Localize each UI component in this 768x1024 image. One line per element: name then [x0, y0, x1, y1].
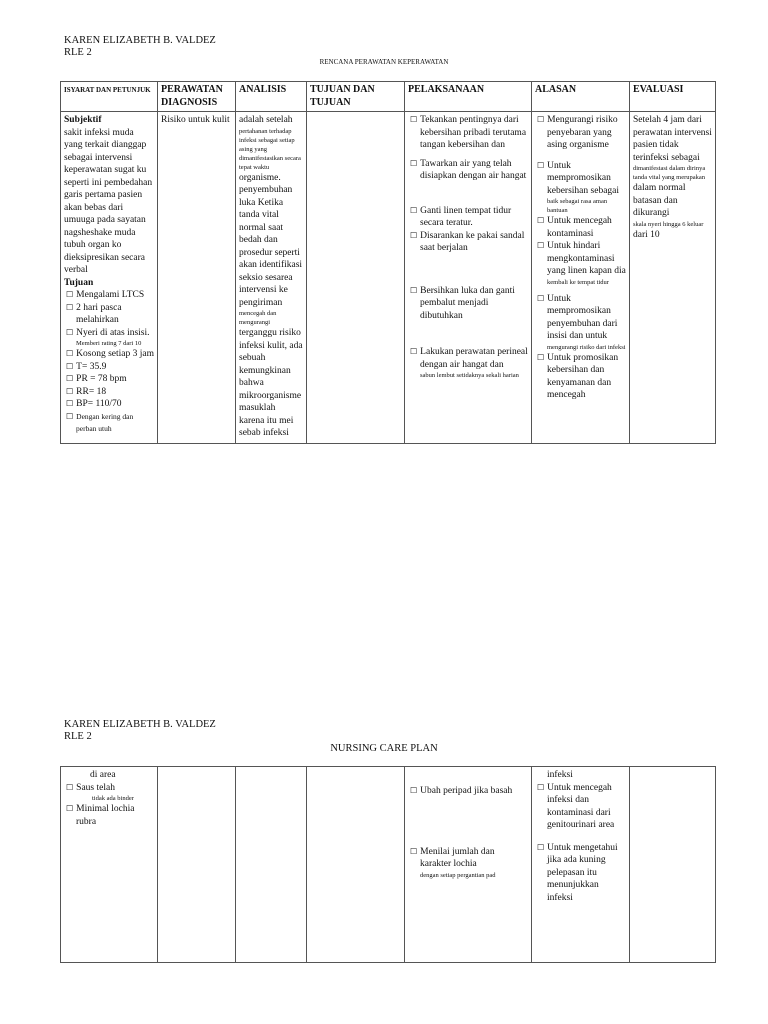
- subjective-text: sakit infeksi muda yang terkait dianggap sebagai intervensi keperawatan sugat ku seperti ini pembedahan garis pertama pasien akan bebas dari umuuga pada sayatan nagsheshake muda tubuh organ ko dieksipresikan secara verbal: [64, 127, 153, 275]
- cue-item: ☐ PR = 78 bpm: [64, 373, 154, 386]
- evaluation-cell: [630, 112, 716, 444]
- rationale-continuation: infeksi: [547, 770, 573, 780]
- rle-label: RLE 2: [64, 47, 92, 58]
- rationale-item: ☐ Untuk mengetahui jika ada kuning pelepasan itu menunjukkan infeksi: [535, 842, 626, 905]
- cues-cell: [61, 767, 158, 963]
- cue-item: ☐ Nyeri di atas insisi.: [64, 327, 154, 340]
- objectives-cell: [307, 112, 405, 444]
- cue-item: ☐ Saus telah: [64, 782, 154, 795]
- objective-label: Tujuan: [64, 277, 94, 288]
- subjective-label: Subjektif: [64, 115, 102, 125]
- analysis-note: pertahanan terhadap infeksi sebagai setiap asing yang dimanifestasikan secara tepat waktu: [239, 127, 301, 171]
- page-title: NURSING CARE PLAN: [330, 743, 438, 754]
- cue-item: ☐ RR= 18: [64, 386, 154, 399]
- rationale-cell: [532, 112, 630, 444]
- analysis-text: organisme. penyembuhan luka Ketika tanda vital normal saat bedah dan prosedur seperti akan identifikasi seksio sesarea intervensi ke pengiriman: [239, 172, 303, 308]
- analysis-line: adalah setelah: [239, 115, 293, 125]
- cue-item: ☐ Dengan kering dan perban utuh: [64, 411, 154, 436]
- rationale-item: ☐ Mengurangi risiko penyebaran yang asing organisme: [535, 114, 626, 152]
- rationale-note: mengurangi risiko dari infeksi: [547, 343, 626, 351]
- rationale-item: ☐ Untuk mencegah infeksi dan kontaminasi dari genitourinari area: [535, 782, 626, 832]
- objectives-cell: [307, 767, 405, 963]
- cue-item: ☐ 2 hari pasca melahirkan: [64, 302, 154, 327]
- implementation-item: ☐ Ganti linen tempat tidur secara teratur.: [408, 205, 528, 230]
- col-header-analysis: ANALISIS: [236, 82, 307, 112]
- evaluation-text: dari 10: [633, 229, 660, 240]
- implementation-item: ☐ Tawarkan air yang telah disiapkan dengan air hangat: [408, 158, 528, 183]
- rationale-cell: [532, 767, 630, 963]
- implementation-cell: [405, 767, 532, 963]
- implementation-note: dengan setiap pergantian pad: [420, 871, 496, 879]
- rationale-item: ☐ Untuk promosikan kebersihan dan kenyamanan dan mencegah: [535, 352, 626, 402]
- analysis-note: mencegah dan mengurangi: [239, 310, 277, 326]
- rationale-note: baik sebagai rasa aman bantuan: [547, 198, 608, 214]
- implementation-item: ☐ Disarankan ke pakai sandal saat berjalan: [408, 230, 528, 255]
- rationale-item: ☐ Untuk mempromosikan kebersihan sebagai: [535, 160, 626, 198]
- care-plan-table: [60, 81, 716, 444]
- analysis-text: terganggu risiko infeksi kulit, ada sebuah kemungkinan bahwa mikroorganisme masuklah karena itu mei sebab infeksi: [239, 328, 303, 438]
- cue-item: ☐ T= 35.9: [64, 361, 154, 374]
- col-header-implementation: PELAKSANAAN: [405, 82, 532, 112]
- implementation-item: ☐ Lakukan perawatan perineal dengan air hangat dan: [408, 346, 528, 371]
- author-name: KAREN ELIZABETH B. VALDEZ: [64, 35, 216, 46]
- cue-item: ☐ Mengalami LTCS: [64, 289, 154, 302]
- cue-item: ☐ Kosong setiap 3 jam: [64, 348, 154, 361]
- author-name: KAREN ELIZABETH B. VALDEZ: [64, 719, 216, 730]
- analysis-cell: [236, 767, 307, 963]
- cue-item-note: tidak ada binder: [92, 795, 134, 802]
- analysis-cell: [236, 112, 307, 444]
- col-header-evaluation: EVALUASI: [630, 82, 716, 112]
- diagnosis-text: Risiko untuk kulit: [161, 115, 230, 125]
- implementation-note: sabun lembut setidaknya sekali harian: [420, 372, 519, 379]
- table-header-row: [61, 82, 716, 112]
- implementation-item: ☐ Bersihkan luka dan ganti pembalut menjadi dibutuhkan: [408, 285, 528, 323]
- evaluation-note: skala nyeri hingga 6 keluar: [633, 220, 704, 228]
- evaluation-cell: [630, 767, 716, 963]
- cues-cell: [61, 112, 158, 444]
- evaluation-text: Setelah 4 jam dari perawatan intervensi pasien tidak terinfeksi sebagai: [633, 115, 712, 163]
- col-header-diagnosis: PERAWATAN DIAGNOSIS: [158, 82, 236, 112]
- table-row: [61, 112, 716, 444]
- cue-item-note: Memberi rating 7 dari 10: [76, 340, 142, 347]
- rationale-item: ☐ Untuk mempromosikan penyembuhan dari insisi dan untuk: [535, 293, 626, 343]
- rationale-note: kembali ke tempat tidur: [547, 278, 609, 286]
- col-header-cues: ISYARAT DAN PETUNJUK: [61, 82, 158, 112]
- rle-label: RLE 2: [64, 731, 92, 742]
- diagnosis-cell: [158, 112, 236, 444]
- care-plan-table: [60, 766, 716, 963]
- evaluation-note: dimanifestasi dalam dirinya tanda vital yang merupakan: [633, 165, 706, 181]
- diagnosis-cell: [158, 767, 236, 963]
- implementation-cell: [405, 112, 532, 444]
- implementation-item: ☐ Ubah peripad jika basah: [408, 785, 528, 798]
- implementation-item: ☐ Menilai jumlah dan karakter lochia: [408, 846, 528, 871]
- rationale-item: ☐ Untuk mencegah kontaminasi: [535, 215, 626, 240]
- page-title: RENCANA PERAWATAN KEPERAWATAN: [319, 58, 449, 66]
- cue-item: ☐ Minimal lochia rubra: [64, 803, 154, 828]
- col-header-rationale: ALASAN: [532, 82, 630, 112]
- evaluation-text: dalam normal batasan dan dikurangi: [633, 183, 686, 218]
- implementation-item: ☐ Tekankan pentingnya dari kebersihan pribadi terutama tangan kebersihan dan: [408, 114, 528, 152]
- cue-item: ☐ BP= 110/70: [64, 398, 154, 411]
- col-header-objectives: TUJUAN DAN TUJUAN: [307, 82, 405, 112]
- rationale-item: ☐ Untuk hindari mengkontaminasi yang linen kapan dia: [535, 240, 626, 278]
- table-row: [61, 767, 716, 963]
- cue-continuation: di area: [90, 770, 116, 780]
